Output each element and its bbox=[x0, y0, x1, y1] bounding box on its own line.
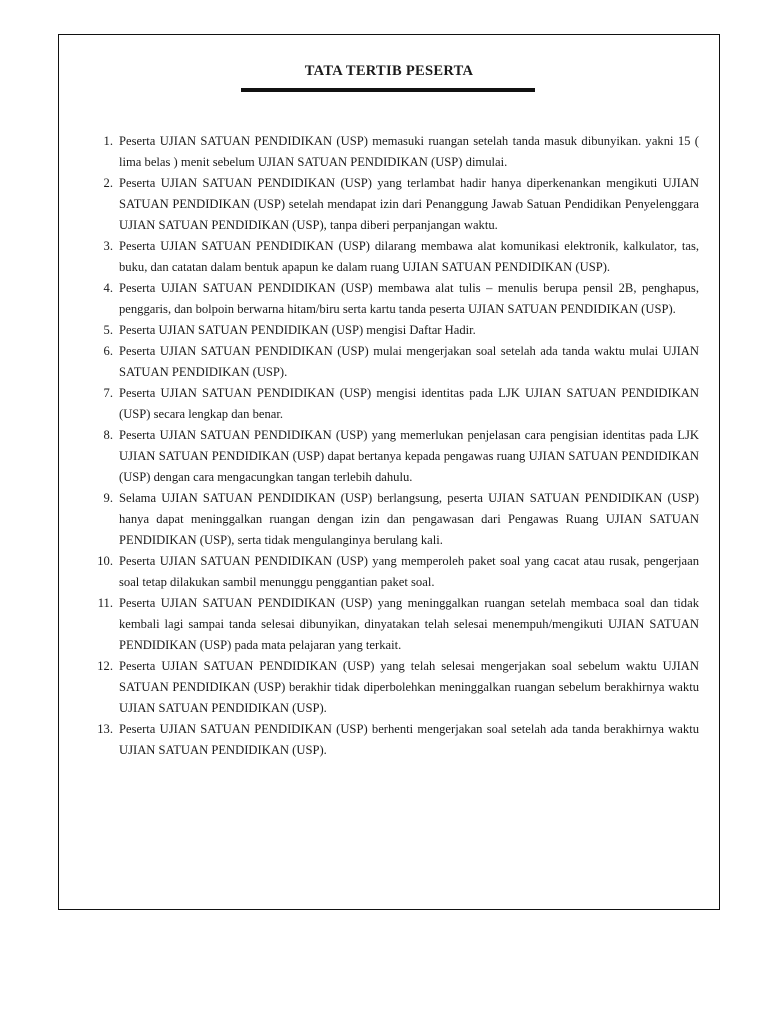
rule-item bbox=[77, 593, 699, 656]
rule-number: 8. bbox=[103, 428, 113, 442]
rule-text: Peserta UJIAN SATUAN PENDIDIKAN (USP) berhenti mengerjakan soal setelah ada tanda berakhirnya waktu UJIAN SATUAN PENDIDIKAN (USP). bbox=[119, 722, 699, 757]
rule-number: 10. bbox=[97, 554, 113, 568]
rule-text: Peserta UJIAN SATUAN PENDIDIKAN (USP) membawa alat tulis – menulis berupa pensil 2B, penghapus, penggaris, dan bolpoin berwarna hitam/biru serta kartu tanda peserta UJIAN SATUAN PENDIDIKAN (USP). bbox=[119, 281, 699, 316]
rule-number: 9. bbox=[103, 491, 113, 505]
rule-item bbox=[77, 383, 699, 425]
rule-number: 7. bbox=[103, 386, 113, 400]
rule-text: Peserta UJIAN SATUAN PENDIDIKAN (USP) yang memerlukan penjelasan cara pengisian identitas pada LJK UJIAN SATUAN PENDIDIKAN (USP) dapat bertanya kepada pengawas ruang UJIAN SATUAN PENDIDIKAN (USP) dengan cara mengacungkan tangan terlebih dahulu. bbox=[119, 428, 699, 484]
rule-text: Peserta UJIAN SATUAN PENDIDIKAN (USP) mengisi identitas pada LJK UJIAN SATUAN PENDIDIKAN (USP) secara lengkap dan benar. bbox=[119, 386, 699, 421]
rule-item bbox=[77, 551, 699, 593]
rule-text: Peserta UJIAN SATUAN PENDIDIKAN (USP) yang telah selesai mengerjakan soal sebelum waktu UJIAN SATUAN PENDIDIKAN (USP) berakhir tidak diperbolehkan meninggalkan ruangan sebelum berakhirnya waktu UJIAN SATUAN PENDIDIKAN (USP). bbox=[119, 659, 699, 715]
rule-number: 5. bbox=[103, 323, 113, 337]
rule-item bbox=[77, 488, 699, 551]
rule-number: 11. bbox=[97, 596, 113, 610]
rule-item bbox=[77, 656, 699, 719]
rule-item bbox=[77, 719, 699, 761]
rule-item bbox=[77, 425, 699, 488]
rule-text: Peserta UJIAN SATUAN PENDIDIKAN (USP) dilarang membawa alat komunikasi elektronik, kalkulator, tas, buku, dan catatan dalam bentuk apapun ke dalam ruang UJIAN SATUAN PENDIDIKAN (USP). bbox=[119, 239, 699, 274]
title-underline bbox=[241, 88, 535, 92]
rule-number: 4. bbox=[103, 281, 113, 295]
rule-text: Peserta UJIAN SATUAN PENDIDIKAN (USP) memasuki ruangan setelah tanda masuk dibunyikan. yakni 15 ( lima belas ) menit sebelum UJIAN SATUAN PENDIDIKAN (USP) dimulai. bbox=[119, 134, 699, 169]
document-title: TATA TERTIB PESERTA bbox=[304, 63, 474, 79]
rule-number: 1. bbox=[103, 134, 113, 148]
rule-number: 3. bbox=[103, 239, 113, 253]
rule-item bbox=[77, 131, 699, 173]
rule-text: Selama UJIAN SATUAN PENDIDIKAN (USP) berlangsung, peserta UJIAN SATUAN PENDIDIKAN (USP) hanya dapat meninggalkan ruangan dengan izin dan pengawasan dari Pengawas Ruang UJIAN SATUAN PENDIDIKAN (USP), serta tidak mengulanginya berulang kali. bbox=[119, 491, 699, 547]
rule-number: 6. bbox=[103, 344, 113, 358]
rule-item bbox=[77, 173, 699, 236]
rule-number: 13. bbox=[97, 722, 113, 736]
rule-number: 2. bbox=[103, 176, 113, 190]
rule-item bbox=[77, 341, 699, 383]
rule-number: 12. bbox=[97, 659, 113, 673]
rule-text: Peserta UJIAN SATUAN PENDIDIKAN (USP) yang terlambat hadir hanya diperkenankan mengikuti UJIAN SATUAN PENDIDIKAN (USP) setelah mendapat izin dari Penanggung Jawab Satuan Pendidikan Penyelenggara UJIAN SATUAN PENDIDIKAN (USP), tanpa diberi perpanjangan waktu. bbox=[119, 176, 699, 232]
rule-text: Peserta UJIAN SATUAN PENDIDIKAN (USP) mengisi Daftar Hadir. bbox=[119, 323, 476, 337]
rule-item bbox=[77, 278, 699, 320]
rule-text: Peserta UJIAN SATUAN PENDIDIKAN (USP) yang meninggalkan ruangan setelah membaca soal dan tidak kembali lagi sampai tanda selesai dibunyikan, dinyatakan telah selesai menempuh/mengikuti UJIAN SATUAN PENDIDIKAN (USP) pada mata pelajaran yang terkait. bbox=[119, 596, 699, 652]
rule-item bbox=[77, 236, 699, 278]
rules-list bbox=[77, 131, 699, 761]
rule-text: Peserta UJIAN SATUAN PENDIDIKAN (USP) yang memperoleh paket soal yang cacat atau rusak, pengerjaan soal tetap dilakukan sambil menunggu penggantian paket soal. bbox=[119, 554, 699, 589]
rule-item bbox=[77, 320, 699, 341]
document-frame bbox=[58, 34, 720, 910]
rule-text: Peserta UJIAN SATUAN PENDIDIKAN (USP) mulai mengerjakan soal setelah ada tanda waktu mulai UJIAN SATUAN PENDIDIKAN (USP). bbox=[119, 344, 699, 379]
